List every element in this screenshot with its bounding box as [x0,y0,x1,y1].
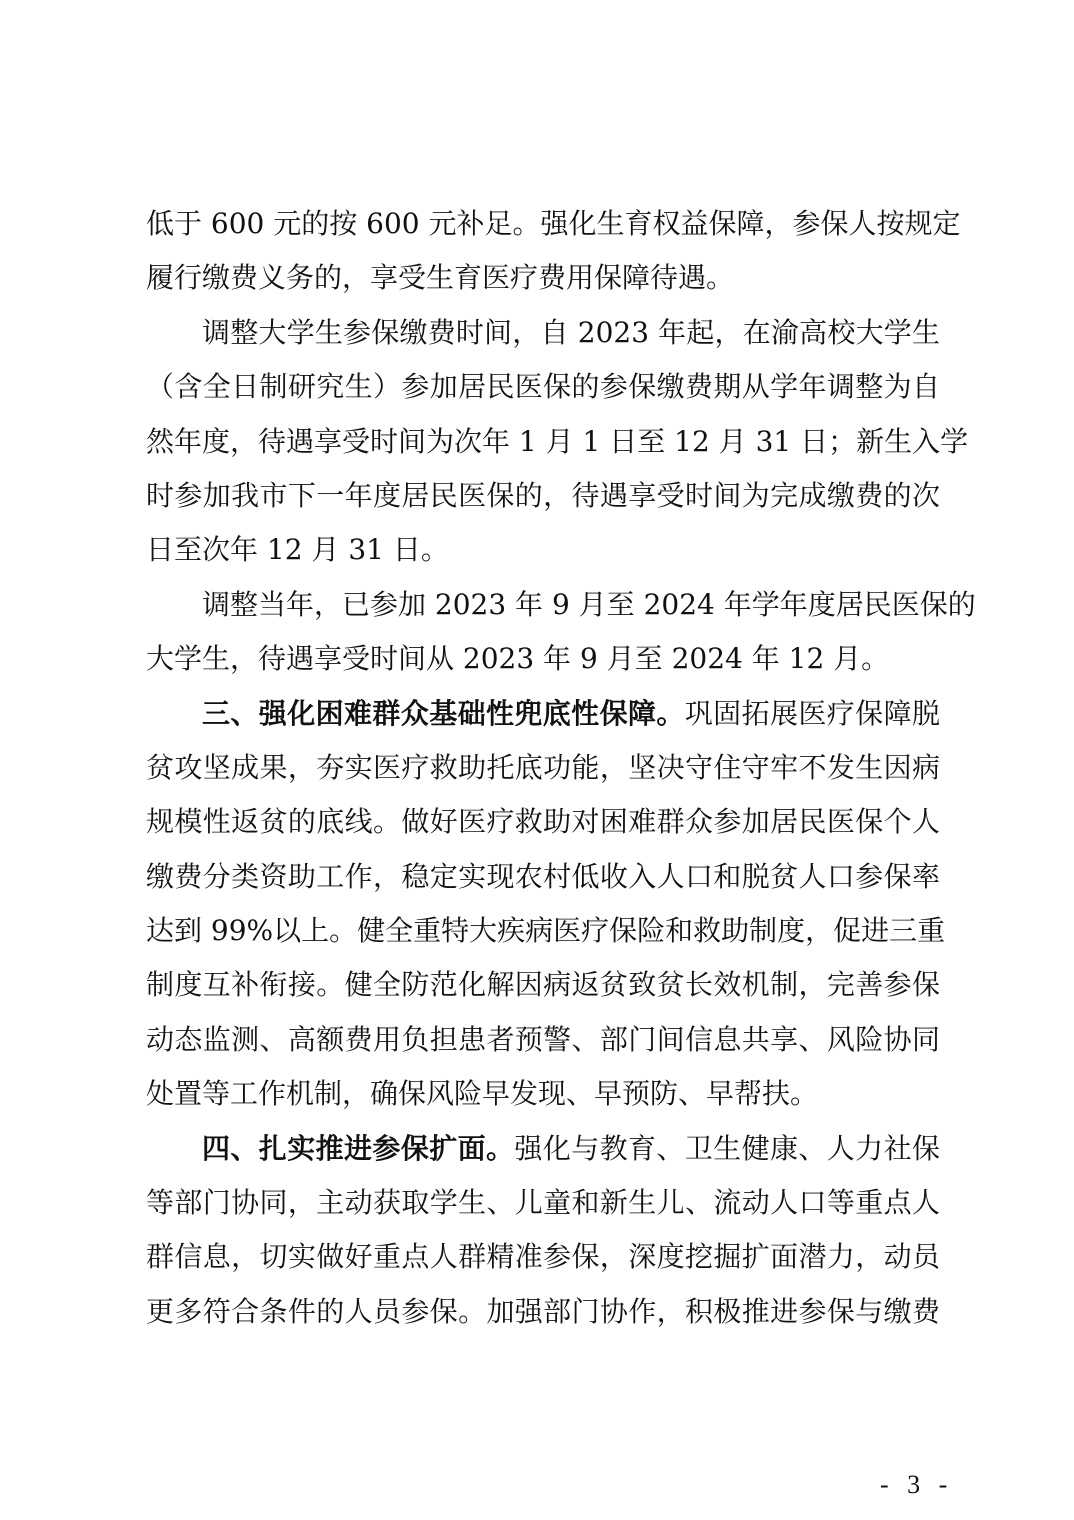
line-text: 贫攻坚成果，夯实医疗救助托底功能，坚决守住守牢不发生因病 [146,750,940,784]
section-heading: 四、扎实推进参保扩面。 [202,1131,515,1165]
line-text: 处置等工作机制，确保风险早发现、早预防、早帮扶。 [146,1077,819,1111]
line-text: 调整当年，已参加 2023 年 9 月至 2024 年学年度居民医保的 [202,587,976,621]
line-text: 规模性返贫的底线。做好医疗救助对困难群众参加居民医保个人 [146,805,940,839]
text-line [146,197,961,251]
text-line [146,578,976,632]
text-line [146,1230,940,1284]
text-line [146,415,969,469]
line-text: 动态监测、高额费用负担患者预警、部门间信息共享、风险协同 [146,1022,940,1056]
line-text: 然年度，待遇享受时间为次年 1 月 1 日至 12 月 31 日；新生入学 [146,424,969,458]
paragraph [146,687,946,1122]
line-text: 群信息，切实做好重点人群精准参保，深度挖掘扩面潜力，动员 [146,1240,940,1274]
document-body [146,197,976,1339]
line-text: 巩固拓展医疗保障脱 [684,696,940,730]
line-text: 等部门协同，主动获取学生、儿童和新生儿、流动人口等重点人 [146,1186,940,1220]
line-text: 制度互补衔接。健全防范化解因病返贫致贫长效机制，完善参保 [146,968,940,1002]
text-line [146,632,940,686]
page-number: - 3 - [880,1470,954,1499]
text-line [146,469,940,523]
line-text: 日至次年 12 月 31 日。 [146,533,449,567]
paragraph [146,306,969,578]
text-line [146,795,940,849]
text-line [146,1176,940,1230]
text-line [146,741,940,795]
line-text: （含全日制研究生）参加居民医保的参保缴费期从学年调整为自 [146,370,940,404]
text-line [146,1013,940,1067]
line-text: 低于 600 元的按 600 元补足。强化生育权益保障，参保人按规定 [146,207,961,240]
text-line [146,1122,940,1176]
line-text: 更多符合条件的人员参保。加强部门协作，积极推进参保与缴费 [146,1294,940,1328]
line-text: 调整大学生参保缴费时间，自 2023 年起，在渝高校大学生 [202,315,940,349]
text-line [146,306,940,360]
paragraph [146,197,961,306]
line-text: 时参加我市下一年度居民医保的，待遇享受时间为完成缴费的次 [146,478,940,512]
text-line [146,523,940,577]
paragraph [146,1122,940,1340]
line-text: 履行缴费义务的，享受生育医疗费用保障待遇。 [146,261,735,295]
line-text: 大学生，待遇享受时间从 2023 年 9 月至 2024 年 12 月。 [146,642,890,676]
line-text: 强化与教育、卫生健康、人力社保 [514,1131,940,1165]
text-line [146,1285,940,1339]
line-text: 缴费分类资助工作，稳定实现农村低收入人口和脱贫人口参保率 [146,859,940,893]
text-line [146,1067,940,1121]
paragraph [146,578,976,687]
section-heading: 三、强化困难群众基础性兜底性保障。 [202,696,685,730]
text-line [146,958,940,1012]
line-text: 达到 99%以上。健全重特大疾病医疗保险和救助制度，促进三重 [146,914,946,948]
text-line [146,687,940,741]
text-line [146,904,946,958]
text-line [146,251,940,305]
text-line [146,850,940,904]
text-line [146,360,940,414]
